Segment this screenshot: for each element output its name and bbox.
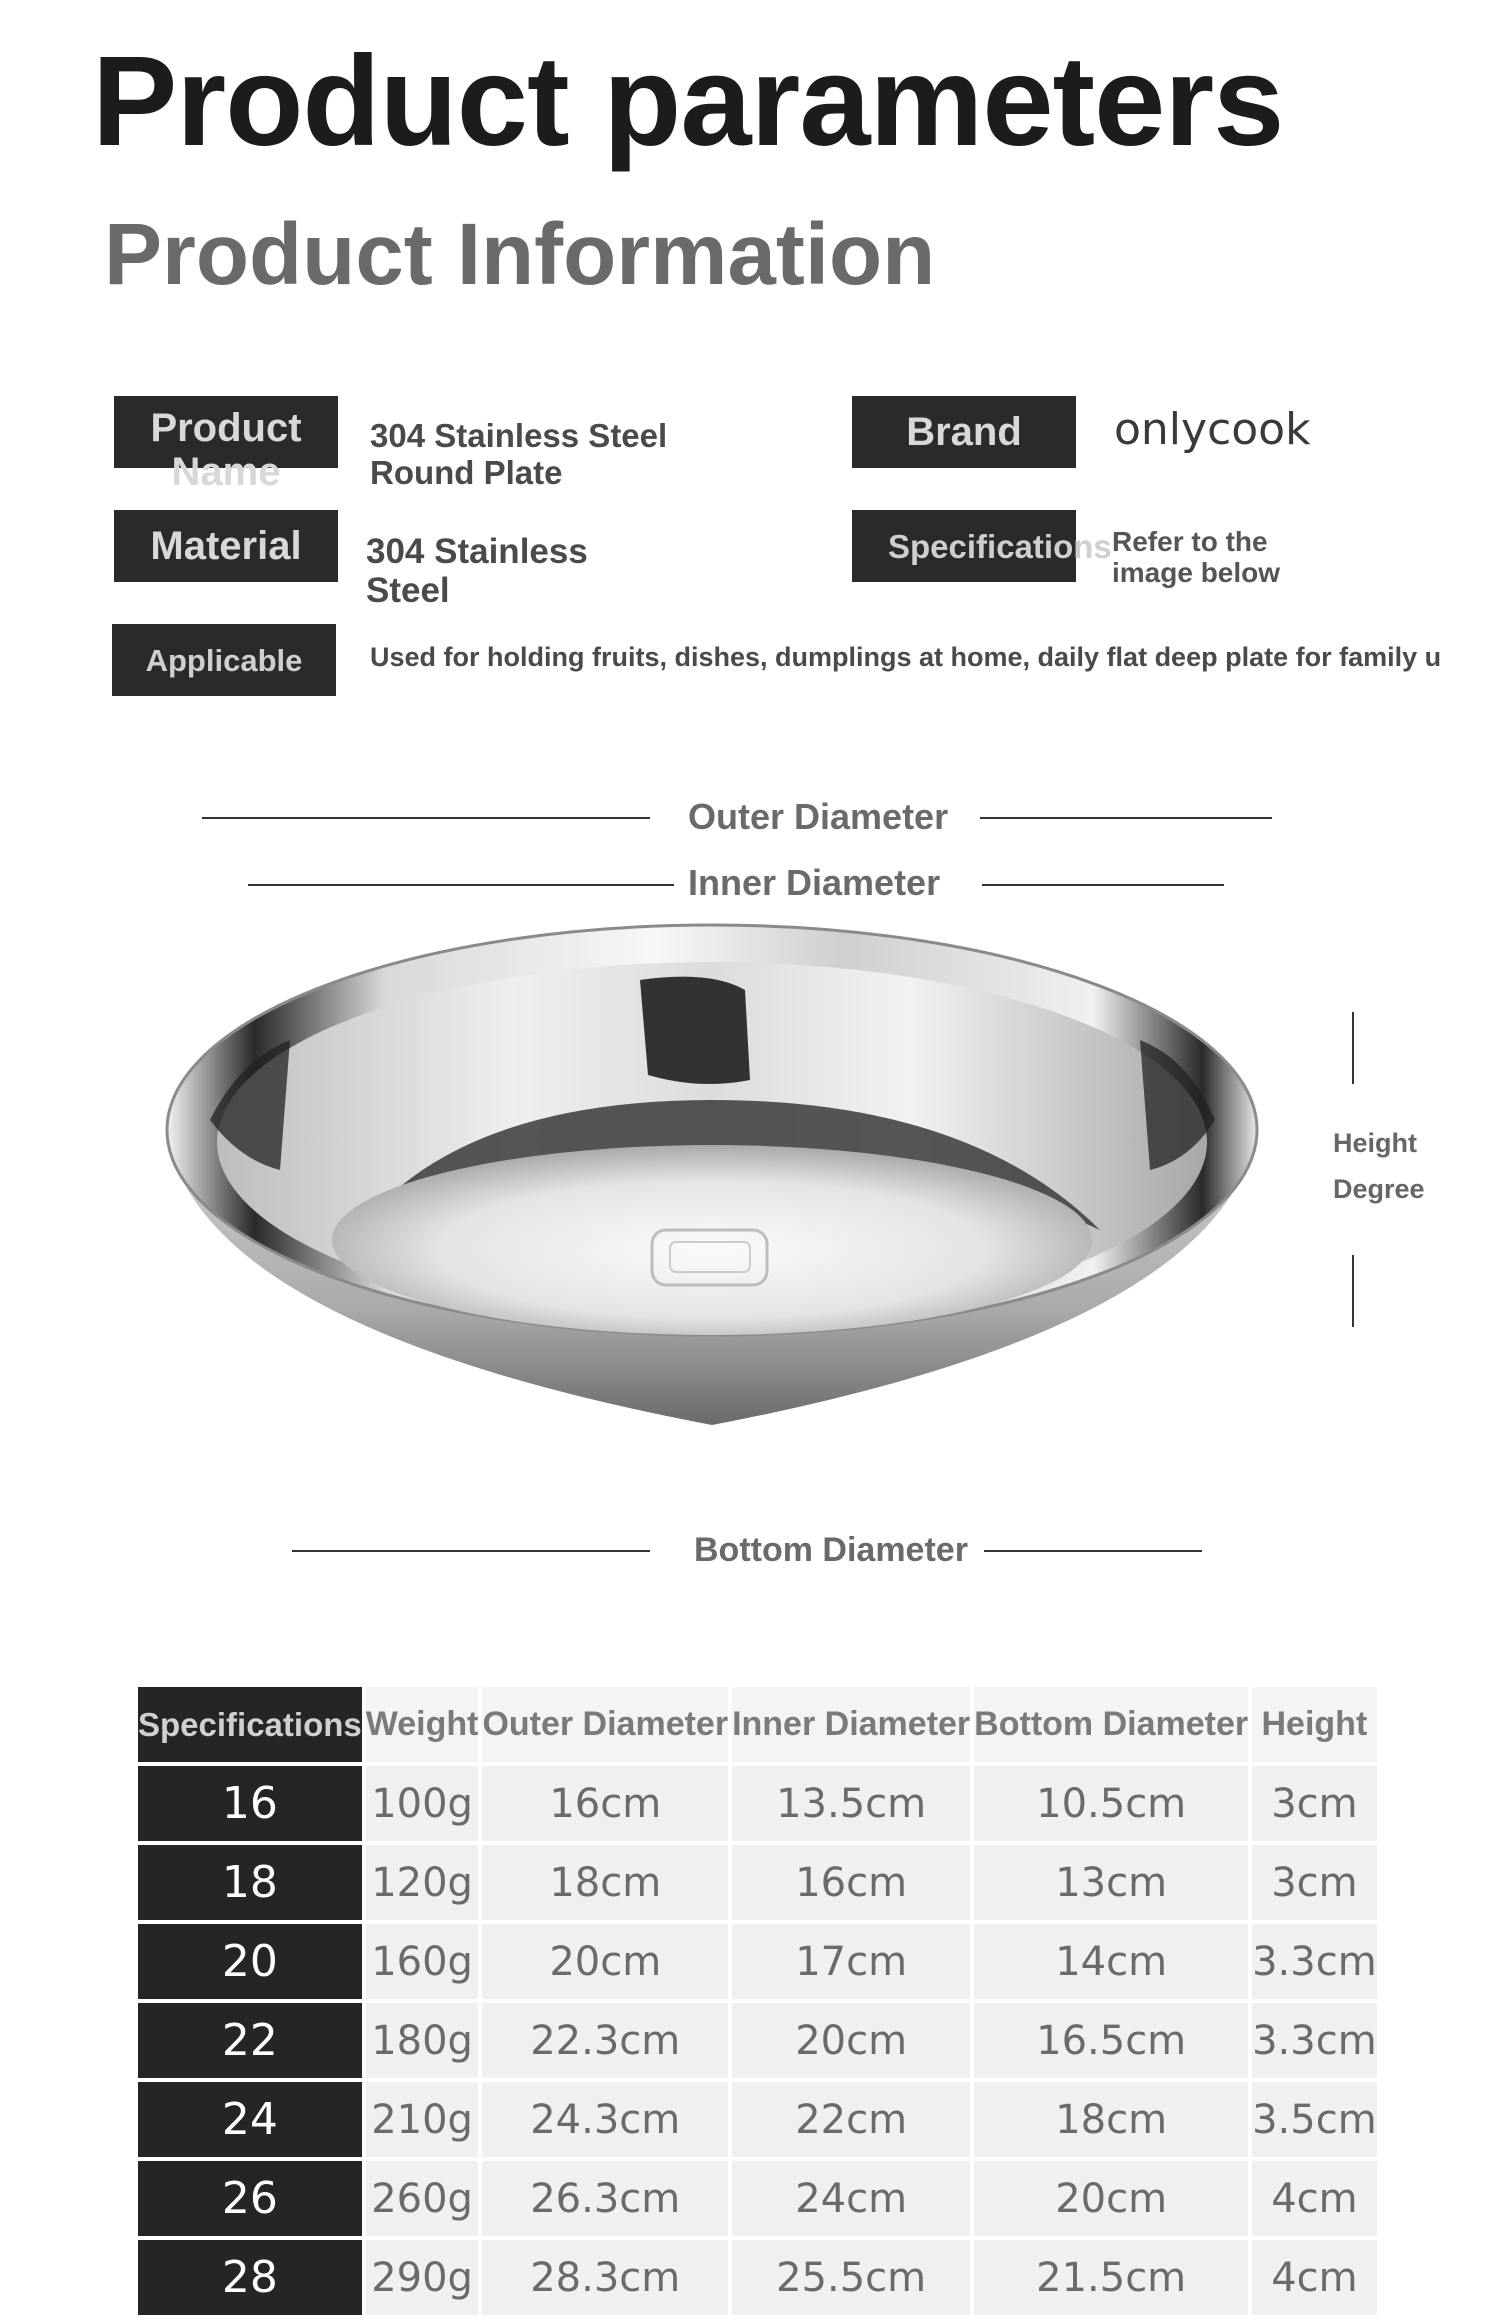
outer-diameter-cell: 24.3cm	[482, 2082, 728, 2157]
inner-diameter-cell: 22cm	[732, 2082, 970, 2157]
product-name-value	[370, 418, 770, 492]
product-name-value-text: 304 Stainless Steel Round Plate	[370, 417, 668, 491]
material-label	[114, 510, 338, 582]
applicable-label	[112, 624, 336, 696]
specification-value-text: Refer to the image below	[1112, 526, 1281, 589]
height-line-bottom	[1352, 1255, 1354, 1327]
weight-cell: 260g	[366, 2161, 479, 2236]
spec-table	[134, 1683, 1381, 2319]
page-title: Product parameters	[92, 30, 1284, 173]
outer-diameter-cell: 16cm	[482, 1766, 728, 1841]
height-label: Height	[1333, 1128, 1417, 1158]
height-cell: 3.3cm	[1252, 2003, 1377, 2078]
table-header-row	[138, 1687, 1377, 1762]
bottom-diameter-cell: 10.5cm	[974, 1766, 1248, 1841]
product-name-label-text: Product Name	[150, 406, 302, 494]
height-cell: 4cm	[1252, 2240, 1377, 2315]
outer-diameter-line-right	[980, 817, 1272, 819]
specification-label-text: Specifications	[888, 527, 1112, 565]
size-cell: 26	[138, 2161, 362, 2236]
degree-label: Degree	[1333, 1174, 1425, 1204]
bottom-diameter-cell: 18cm	[974, 2082, 1248, 2157]
height-cell: 3.5cm	[1252, 2082, 1377, 2157]
header-inner-diameter: Inner Diameter	[732, 1687, 970, 1762]
size-cell: 22	[138, 2003, 362, 2078]
material-value-text: 304 Stainless Steel	[366, 532, 588, 611]
inner-diameter-cell: 24cm	[732, 2161, 970, 2236]
height-cell: 3cm	[1252, 1845, 1377, 1920]
section-title: Product Information	[104, 206, 936, 303]
table-row	[138, 2161, 1377, 2236]
bottom-diameter-line-right	[984, 1550, 1202, 1552]
bottom-diameter-line-left	[292, 1550, 650, 1552]
table-row	[138, 1766, 1377, 1841]
inner-diameter-cell: 25.5cm	[732, 2240, 970, 2315]
inner-diameter-line-left	[248, 884, 674, 886]
material-label-text: Material	[150, 524, 302, 568]
weight-cell: 100g	[366, 1766, 479, 1841]
outer-diameter-cell: 28.3cm	[482, 2240, 728, 2315]
height-line-top	[1352, 1012, 1354, 1084]
table-row	[138, 2240, 1377, 2315]
weight-cell: 160g	[366, 1924, 479, 1999]
applicable-label-text: Applicable	[145, 642, 303, 678]
table-row	[138, 1924, 1377, 1999]
height-cell: 3.3cm	[1252, 1924, 1377, 1999]
size-cell: 24	[138, 2082, 362, 2157]
bottom-diameter-cell: 16.5cm	[974, 2003, 1248, 2078]
header-specifications: Specifications	[138, 1687, 362, 1762]
inner-diameter-cell: 16cm	[732, 1845, 970, 1920]
outer-diameter-cell: 22.3cm	[482, 2003, 728, 2078]
top-reflection	[640, 977, 750, 1084]
header-bottom-diameter: Bottom Diameter	[974, 1687, 1248, 1762]
inner-diameter-cell: 20cm	[732, 2003, 970, 2078]
outer-diameter-line-left	[202, 817, 650, 819]
size-cell: 28	[138, 2240, 362, 2315]
header-weight: Weight	[366, 1687, 479, 1762]
weight-cell: 120g	[366, 1845, 479, 1920]
specification-label	[852, 510, 1112, 582]
inner-diameter-line-right	[982, 884, 1224, 886]
outer-diameter-label: Outer Diameter	[688, 796, 949, 837]
bottom-diameter-cell: 20cm	[974, 2161, 1248, 2236]
plate-floor	[332, 1145, 1092, 1335]
specification-value	[1112, 526, 1342, 589]
product-name-label	[114, 396, 338, 494]
plate-image	[150, 910, 1280, 1440]
size-cell: 16	[138, 1766, 362, 1841]
bottom-diameter-cell: 21.5cm	[974, 2240, 1248, 2315]
inner-diameter-label: Inner Diameter	[688, 862, 941, 903]
inner-diameter-cell: 13.5cm	[732, 1766, 970, 1841]
material-value	[366, 532, 656, 610]
bottom-diameter-cell: 14cm	[974, 1924, 1248, 1999]
weight-cell: 180g	[366, 2003, 479, 2078]
table-row	[138, 1845, 1377, 1920]
bottom-diameter-cell: 13cm	[974, 1845, 1248, 1920]
size-cell: 20	[138, 1924, 362, 1999]
inner-diameter-cell: 17cm	[732, 1924, 970, 1999]
weight-cell: 210g	[366, 2082, 479, 2157]
applicable-value	[370, 642, 1500, 673]
brand-label	[852, 396, 1076, 468]
outer-diameter-cell: 20cm	[482, 1924, 728, 1999]
height-cell: 4cm	[1252, 2161, 1377, 2236]
header-outer-diameter: Outer Diameter	[482, 1687, 728, 1762]
applicable-value-text: Used for holding fruits, dishes, dumplings at home, daily flat deep plate for family u	[370, 642, 1442, 672]
size-cell: 18	[138, 1845, 362, 1920]
bottom-diameter-label: Bottom Diameter	[694, 1531, 968, 1569]
table-row	[138, 2082, 1377, 2157]
table-row	[138, 2003, 1377, 2078]
outer-diameter-cell: 26.3cm	[482, 2161, 728, 2236]
brand-label-text: Brand	[906, 410, 1022, 454]
outer-diameter-cell: 18cm	[482, 1845, 728, 1920]
weight-cell: 290g	[366, 2240, 479, 2315]
header-height: Height	[1252, 1687, 1377, 1762]
brand-value: onlycook	[1114, 404, 1311, 455]
height-cell: 3cm	[1252, 1766, 1377, 1841]
